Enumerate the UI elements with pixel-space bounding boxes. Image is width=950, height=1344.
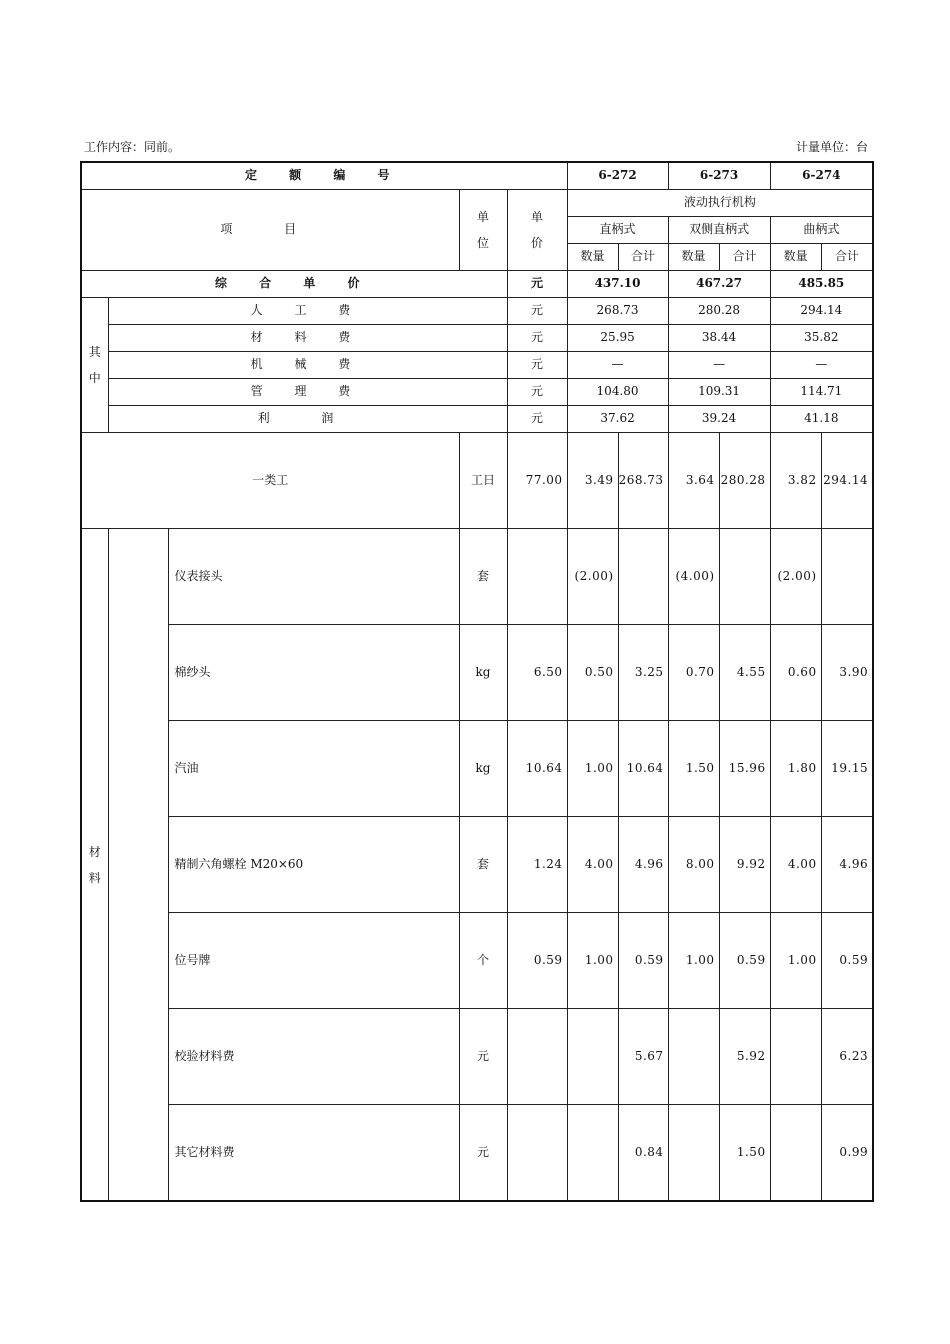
material-cell: 0.59 <box>719 913 770 1009</box>
labor-cell: 3.82 <box>770 433 821 529</box>
sum-header: 合计 <box>821 244 873 271</box>
cost-item-label: 管 理 费 <box>108 379 507 406</box>
cost-item-value: — <box>668 352 770 379</box>
measure-unit: 计量单位：台 <box>795 140 868 154</box>
unit-header: 单位 <box>459 190 507 271</box>
type-header: 直柄式 <box>567 217 668 244</box>
labor-cell: 294.14 <box>821 433 873 529</box>
type-header: 双侧直柄式 <box>668 217 770 244</box>
material-cell: 4.96 <box>618 817 668 913</box>
material-cell: 0.59 <box>618 913 668 1009</box>
material-cell: 1.50 <box>668 721 719 817</box>
quota-table <box>80 161 874 1202</box>
material-unit: kg <box>459 721 507 817</box>
cost-item-value: 25.95 <box>567 325 668 352</box>
labor-label: 一类工 <box>81 433 459 529</box>
cost-item-value: 294.14 <box>770 298 873 325</box>
cost-item-unit: 元 <box>507 406 567 433</box>
composite-value: 437.10 <box>567 271 668 298</box>
material-cell <box>618 529 668 625</box>
material-unit: 套 <box>459 817 507 913</box>
material-cell: 1.80 <box>770 721 821 817</box>
qty-header: 数量 <box>567 244 618 271</box>
quota-number-label: 定 额 编 号 <box>81 162 567 190</box>
material-cell <box>668 1009 719 1105</box>
material-cell: 1.00 <box>770 913 821 1009</box>
item-header: 项 目 <box>81 190 459 271</box>
material-name: 校验材料费 <box>168 1009 459 1105</box>
material-cell: (4.00) <box>668 529 719 625</box>
material-name: 精制六角螺栓 M20×60 <box>168 817 459 913</box>
cost-item-value: — <box>567 352 668 379</box>
composite-value: 485.85 <box>770 271 873 298</box>
material-cell <box>567 1105 618 1202</box>
material-cell: 4.96 <box>821 817 873 913</box>
material-cell: (2.00) <box>567 529 618 625</box>
material-cell: 1.00 <box>567 721 618 817</box>
cost-item-value: 268.73 <box>567 298 668 325</box>
qty-header: 数量 <box>770 244 821 271</box>
labor-price: 77.00 <box>507 433 567 529</box>
cost-item-unit: 元 <box>507 352 567 379</box>
material-cell: 4.00 <box>567 817 618 913</box>
cost-item-value: — <box>770 352 873 379</box>
cost-item-label: 材 料 费 <box>108 325 507 352</box>
cost-item-value: 41.18 <box>770 406 873 433</box>
material-cell <box>821 529 873 625</box>
material-price <box>507 1009 567 1105</box>
cost-item-unit: 元 <box>507 325 567 352</box>
material-cell: 0.59 <box>821 913 873 1009</box>
labor-cell: 3.64 <box>668 433 719 529</box>
cost-item-unit: 元 <box>507 379 567 406</box>
material-price <box>507 1105 567 1202</box>
material-price <box>507 529 567 625</box>
material-cell: 4.55 <box>719 625 770 721</box>
labor-cell: 268.73 <box>618 433 668 529</box>
material-unit: 个 <box>459 913 507 1009</box>
material-cell: 0.60 <box>770 625 821 721</box>
material-cell: 0.84 <box>618 1105 668 1202</box>
work-content: 工作内容：同前。 <box>84 140 181 154</box>
material-cell <box>719 529 770 625</box>
material-cell: 15.96 <box>719 721 770 817</box>
material-price: 6.50 <box>507 625 567 721</box>
material-cell: (2.00) <box>770 529 821 625</box>
quota-code: 6-273 <box>668 162 770 190</box>
material-unit: 元 <box>459 1009 507 1105</box>
cost-item-value: 35.82 <box>770 325 873 352</box>
cost-item-value: 39.24 <box>668 406 770 433</box>
material-cell: 5.67 <box>618 1009 668 1105</box>
cost-item-label: 人 工 费 <box>108 298 507 325</box>
labor-cell: 3.49 <box>567 433 618 529</box>
cost-item-value: 114.71 <box>770 379 873 406</box>
material-cell <box>770 1105 821 1202</box>
material-cell: 1.00 <box>668 913 719 1009</box>
material-cell: 3.90 <box>821 625 873 721</box>
composite-unit: 元 <box>507 271 567 298</box>
material-cell: 4.00 <box>770 817 821 913</box>
material-cell: 1.00 <box>567 913 618 1009</box>
material-cell <box>668 1105 719 1202</box>
material-cell: 9.92 <box>719 817 770 913</box>
material-cell: 1.50 <box>719 1105 770 1202</box>
material-cell: 6.23 <box>821 1009 873 1105</box>
material-cell: 19.15 <box>821 721 873 817</box>
material-name: 汽油 <box>168 721 459 817</box>
material-subcolumn <box>108 529 168 1202</box>
price-header: 单价 <box>507 190 567 271</box>
composite-value: 467.27 <box>668 271 770 298</box>
material-label: 材料 <box>81 529 108 1202</box>
material-unit: kg <box>459 625 507 721</box>
material-cell: 0.99 <box>821 1105 873 1202</box>
quota-code: 6-272 <box>567 162 668 190</box>
material-unit: 套 <box>459 529 507 625</box>
cost-item-value: 280.28 <box>668 298 770 325</box>
cost-item-value: 38.44 <box>668 325 770 352</box>
material-name: 位号牌 <box>168 913 459 1009</box>
qty-header: 数量 <box>668 244 719 271</box>
sum-header: 合计 <box>719 244 770 271</box>
among-label: 其中 <box>81 298 108 433</box>
material-cell: 0.70 <box>668 625 719 721</box>
cost-item-label: 机 械 费 <box>108 352 507 379</box>
cost-item-value: 104.80 <box>567 379 668 406</box>
quota-code: 6-274 <box>770 162 873 190</box>
cost-item-unit: 元 <box>507 298 567 325</box>
material-cell <box>770 1009 821 1105</box>
labor-unit: 工日 <box>459 433 507 529</box>
sum-header: 合计 <box>618 244 668 271</box>
material-cell: 8.00 <box>668 817 719 913</box>
material-price: 0.59 <box>507 913 567 1009</box>
cost-item-value: 37.62 <box>567 406 668 433</box>
material-cell: 5.92 <box>719 1009 770 1105</box>
type-header: 曲柄式 <box>770 217 873 244</box>
labor-cell: 280.28 <box>719 433 770 529</box>
cost-item-label: 利 润 <box>108 406 507 433</box>
material-name: 仪表接头 <box>168 529 459 625</box>
material-cell <box>567 1009 618 1105</box>
material-cell: 0.50 <box>567 625 618 721</box>
material-name: 其它材料费 <box>168 1105 459 1202</box>
material-cell: 10.64 <box>618 721 668 817</box>
material-name: 棉纱头 <box>168 625 459 721</box>
group-title: 液动执行机构 <box>567 190 873 217</box>
material-cell: 3.25 <box>618 625 668 721</box>
material-price: 10.64 <box>507 721 567 817</box>
material-unit: 元 <box>459 1105 507 1202</box>
cost-item-value: 109.31 <box>668 379 770 406</box>
material-price: 1.24 <box>507 817 567 913</box>
composite-price-label: 综 合 单 价 <box>81 271 507 298</box>
